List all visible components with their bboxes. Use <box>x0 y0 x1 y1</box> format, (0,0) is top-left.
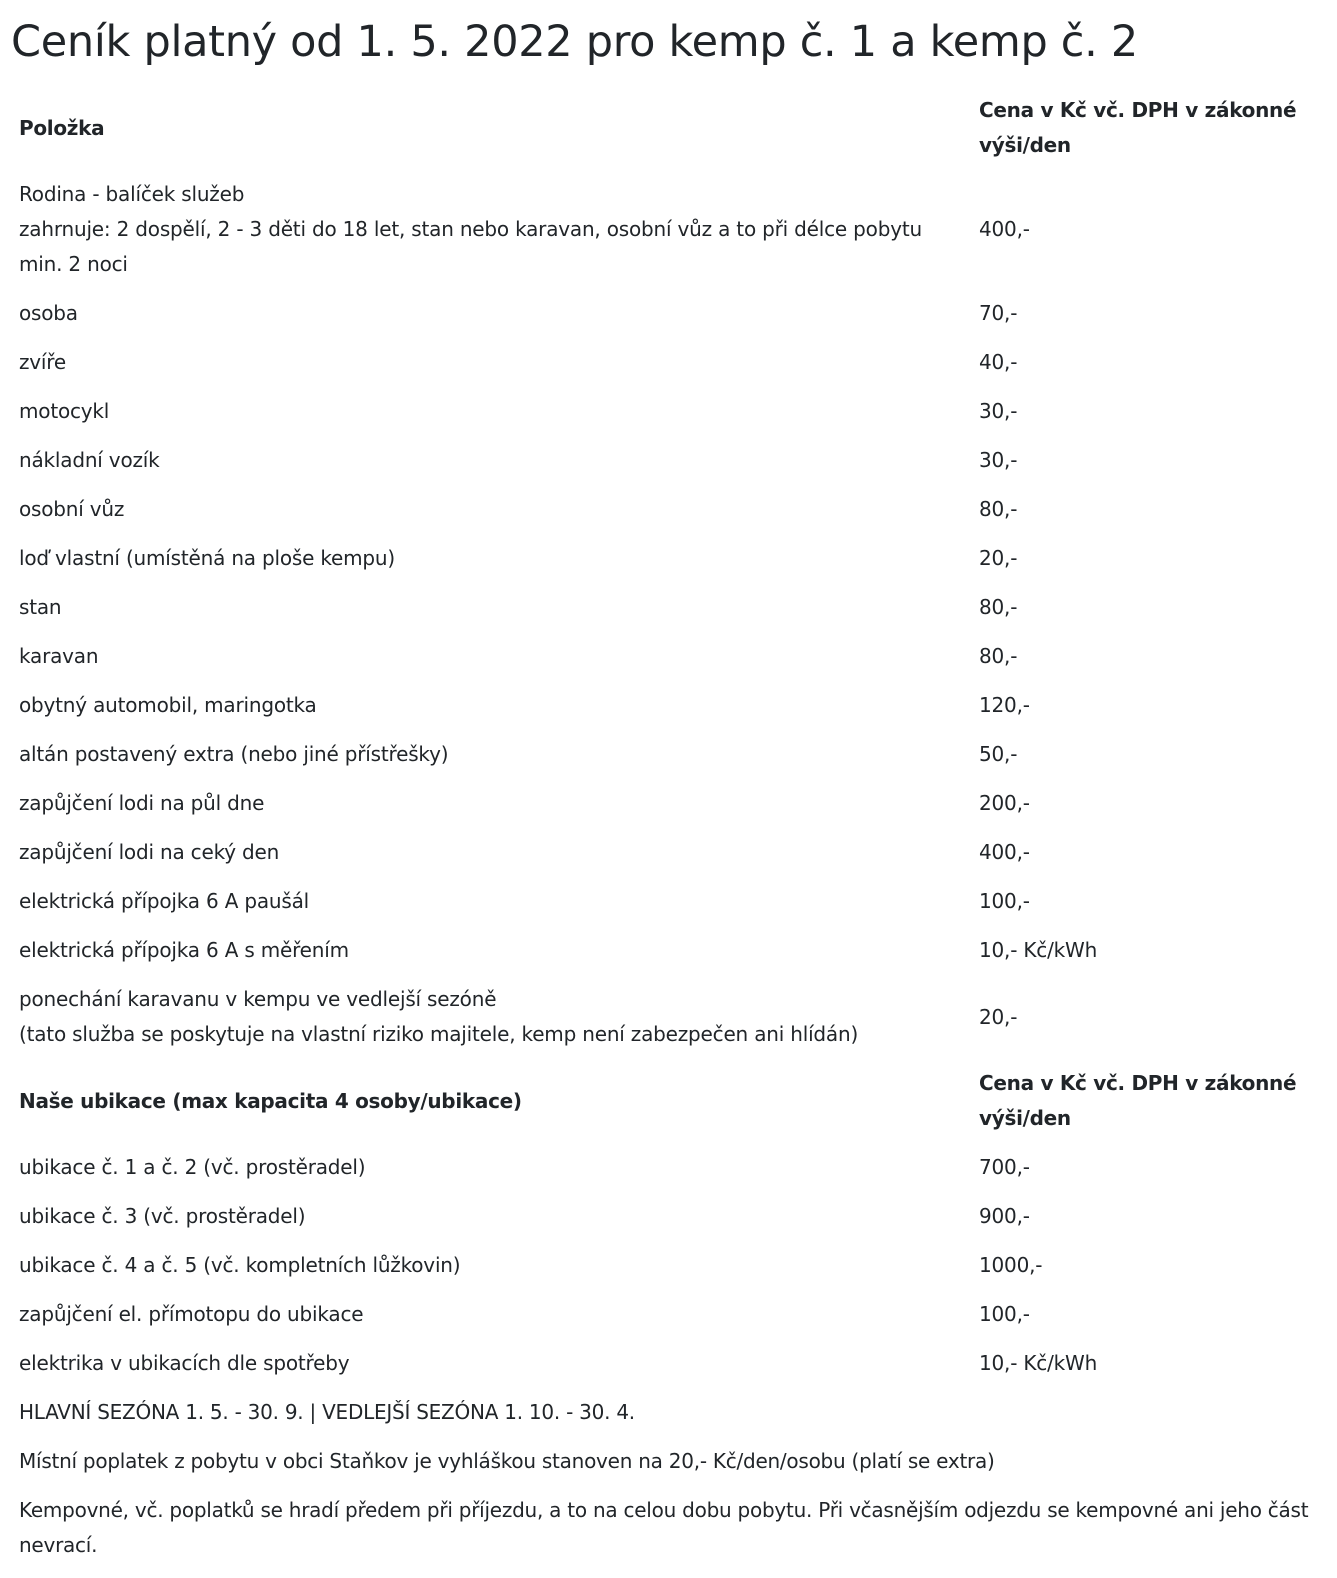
item-price: 10,- Kč/kWh <box>979 938 1098 962</box>
table-header-row <box>10 86 1330 170</box>
item-name: motocykl <box>19 399 110 423</box>
item-name: elektrická přípojka 6 A s měřením <box>19 938 349 962</box>
item-name: zapůjčení lodi na půl dne <box>19 791 265 815</box>
accommodation-price: 10,- Kč/kWh <box>979 1351 1098 1375</box>
table-row <box>10 338 1330 387</box>
page-title: Ceník platný od 1. 5. 2022 pro kemp č. 1 a kemp č. 2 <box>11 17 1138 67</box>
item-name: elektrická přípojka 6 A paušál <box>19 889 309 913</box>
payment-note: Kempovné, vč. poplatků se hradí předem při příjezdu, a to na celou dobu pobytu. Při včasnějším odjezdu se kempovné ani jeho část nevrací. <box>19 1498 1309 1557</box>
accommodation-price: 900,- <box>979 1204 1030 1228</box>
accommodation-name: ubikace č. 4 a č. 5 (vč. kompletních lůžkovin) <box>19 1253 461 1277</box>
item-name: nákladní vozík <box>19 448 160 472</box>
accommodation-name: zapůjčení el. přímotopu do ubikace <box>19 1302 364 1326</box>
item-price: 30,- <box>979 448 1018 472</box>
item-price: 50,- <box>979 742 1018 766</box>
item-price: 40,- <box>979 350 1018 374</box>
item-price: 20,- <box>979 546 1018 570</box>
item-price: 120,- <box>979 693 1030 717</box>
item-name: loď vlastní (umístěná na ploše kempu) <box>19 546 396 570</box>
accommodation-name: elektrika v ubikacích dle spotřeby <box>19 1351 350 1375</box>
accommodation-row <box>10 1143 1330 1192</box>
item-price: 200,- <box>979 791 1030 815</box>
table-row <box>10 828 1330 877</box>
item-price: 80,- <box>979 644 1018 668</box>
table-row <box>10 387 1330 436</box>
table-row <box>10 485 1330 534</box>
table-row <box>10 779 1330 828</box>
payment-note-row <box>10 1486 1330 1570</box>
season-note: HLAVNÍ SEZÓNA 1. 5. - 30. 9. | VEDLEJŠÍ SEZÓNA 1. 10. - 30. 4. <box>19 1400 635 1424</box>
table-row <box>10 534 1330 583</box>
item-price: 30,- <box>979 399 1018 423</box>
item-name: obytný automobil, maringotka <box>19 693 317 717</box>
accommodation-row <box>10 1241 1330 1290</box>
accommodation-header-item: Naše ubikace (max kapacita 4 osoby/ubikace) <box>19 1088 522 1113</box>
item-name: zapůjčení lodi na ceký den <box>19 840 280 864</box>
table-row <box>10 730 1330 779</box>
accommodation-name: ubikace č. 3 (vč. prostěradel) <box>19 1204 306 1228</box>
accommodation-row <box>10 1339 1330 1388</box>
table-row <box>10 632 1330 681</box>
item-name: osobní vůz <box>19 497 125 521</box>
table-row <box>10 926 1330 975</box>
item-price: 20,- <box>979 1004 1018 1029</box>
accommodation-header-row <box>10 1059 1330 1143</box>
item-price: 100,- <box>979 889 1030 913</box>
item-price: 400,- <box>979 217 1030 241</box>
accommodation-name: ubikace č. 1 a č. 2 (vč. prostěradel) <box>19 1155 366 1179</box>
item-price: 80,- <box>979 497 1018 521</box>
item-name: altán postavený extra (nebo jiné přístřešky) <box>19 742 449 766</box>
table-row <box>10 583 1330 632</box>
table-row <box>10 436 1330 485</box>
item-name: karavan <box>19 644 99 668</box>
header-price: Cena v Kč vč. DPH v zákonné výši/den <box>979 98 1297 157</box>
table-row <box>10 877 1330 926</box>
accommodation-row <box>10 1192 1330 1241</box>
accommodation-price: 100,- <box>979 1302 1030 1326</box>
header-item: Položka <box>19 115 105 140</box>
accommodation-price: 1000,- <box>979 1253 1043 1277</box>
accommodation-row <box>10 1290 1330 1339</box>
accommodation-price: 700,- <box>979 1155 1030 1179</box>
table-row <box>10 289 1330 338</box>
season-note-row <box>10 1388 1330 1437</box>
item-name: stan <box>19 595 62 619</box>
table-row <box>10 975 1330 1059</box>
item-price: 70,- <box>979 301 1018 325</box>
item-price: 400,- <box>979 840 1030 864</box>
table-row <box>10 681 1330 730</box>
price-table <box>10 86 1330 1570</box>
item-price: 80,- <box>979 595 1018 619</box>
item-name: osoba <box>19 301 78 325</box>
local-fee-note: Místní poplatek z pobytu v obci Staňkov je vyhláškou stanoven na 20,- Kč/den/osobu (platí se extra) <box>19 1449 995 1473</box>
item-name: Rodina - balíček služeb zahrnuje: 2 dospělí, 2 - 3 děti do 18 let, stan nebo karavan, osobní vůz a to při délce pobytu min. 2 noci <box>19 182 922 276</box>
item-name: ponechání karavanu v kempu ve vedlejší sezóně (tato služba se poskytuje na vlastní riziko majitele, kemp není zabezpečen ani hlídán) <box>19 987 859 1046</box>
table-row <box>10 170 1330 289</box>
item-name: zvíře <box>19 350 66 374</box>
fee-note-row <box>10 1437 1330 1486</box>
accommodation-header-price: Cena v Kč vč. DPH v zákonné výši/den <box>979 1071 1297 1130</box>
